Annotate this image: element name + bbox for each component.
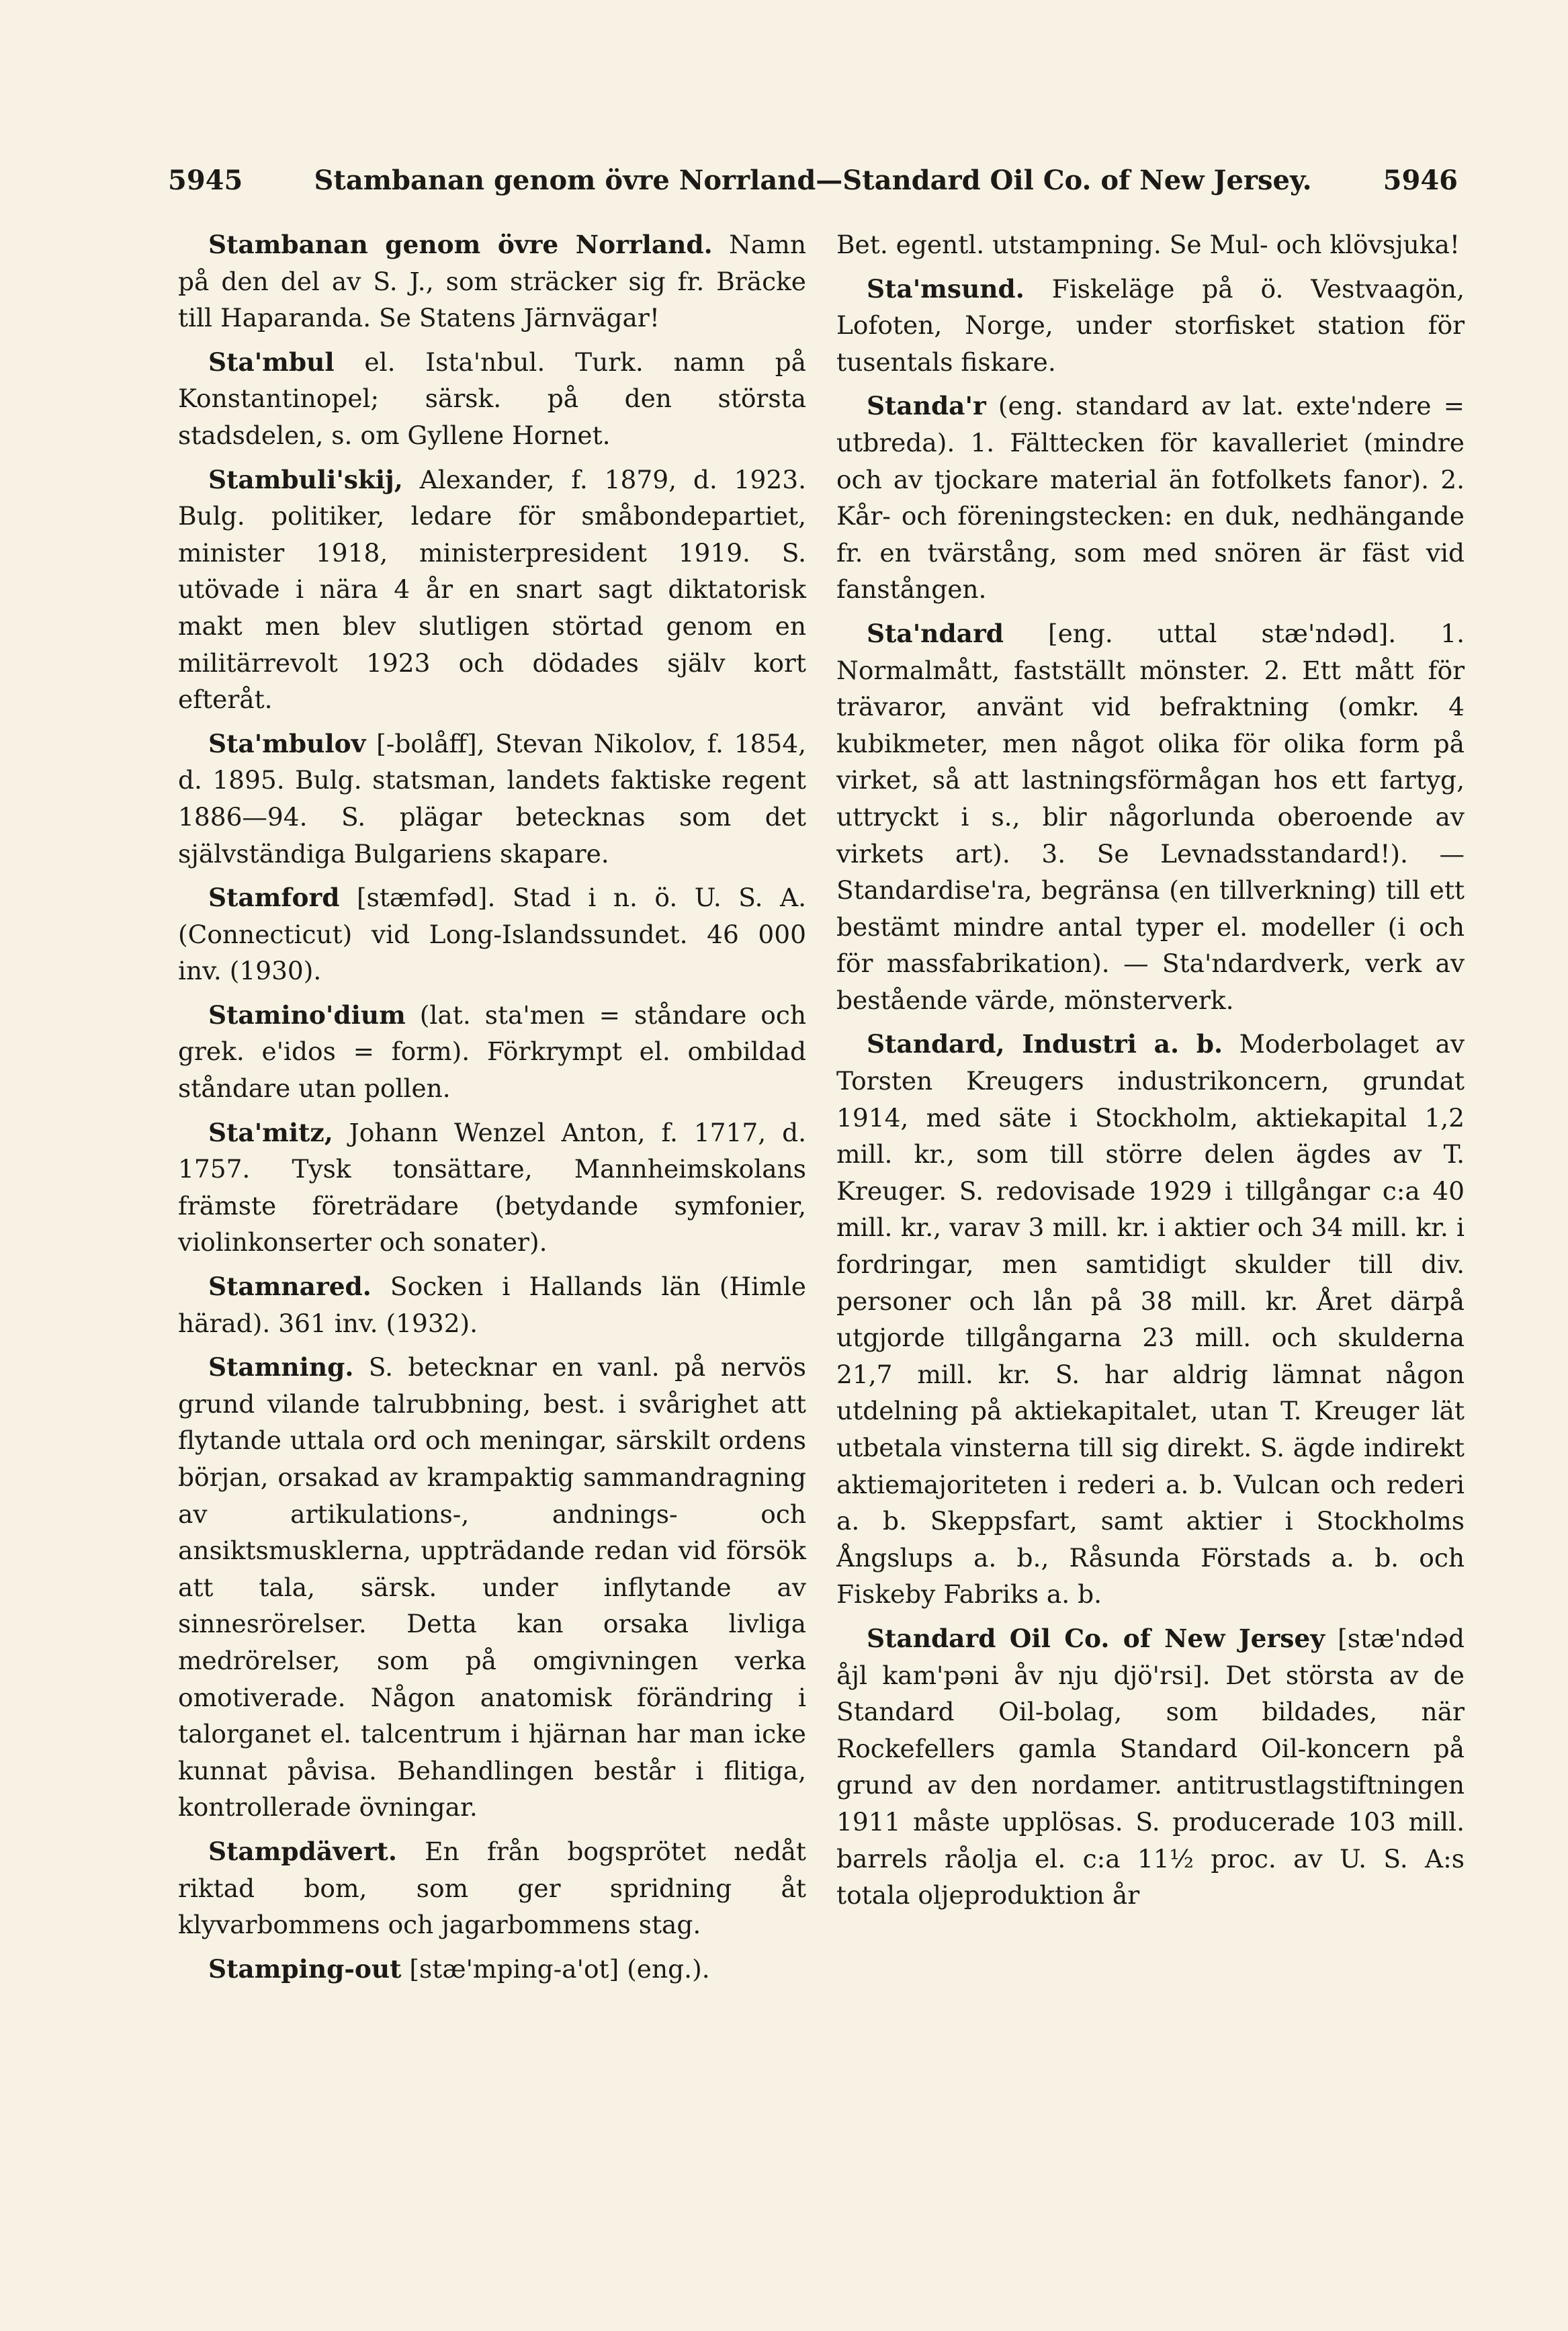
entry-text: Johann Wenzel Anton, f. 1717, d. 1757. Tysk tonsättare, Mannheimskolans främste företrädare (betydande symfonier, violinkonserter och sonater). [178, 1117, 806, 1258]
entry-headword: Stamnared. [208, 1272, 372, 1302]
entry [178, 879, 806, 989]
entry-headword: Stamino'dium [208, 1000, 406, 1030]
entry [178, 226, 806, 337]
entry [178, 1114, 806, 1261]
entry-headword: Stamning. [208, 1352, 354, 1382]
entry-text: Socken i Hallands län (Himle härad). 361 inv. (1932). [178, 1272, 806, 1338]
entry-text: [stæ'ndəd åjl kam'pəni åv nju djö'rsi]. Det största av de Standard Oil-bolag, som bildades, när Rockefellers gamla Standard Oil-koncern på grund av den nordamer. antitrustlagstiftningen 1911 måste upplösas. S. producerade 103 mill. barrels råolja el. c:a 11½ proc. av U. S. A:s totala oljeproduktion år [836, 1623, 1465, 1910]
page-number-right: 5946 [1383, 165, 1458, 196]
entry [836, 271, 1465, 381]
entry-headword: Sta'ndard [867, 618, 1004, 648]
entry-text: [eng. uttal stæ'ndəd]. 1. Normalmått, fastställt mönster. 2. Ett mått för trävaror, använt vid befraktning (omkr. 4 kubikmeter, men något olika för olika form på virket, så att lastningsförmågan hos ett fartyg, uttryckt i s., blir någorlunda oberoende av virkets art). 3. Se Levnadsstandard!). — Standardise'ra, begränsa (en tillverkning) till ett bestämt mindre antal typer el. modeller (i och för massfabrikation). — Sta'ndardverk, verk av bestående värde, mönsterverk. [836, 618, 1465, 1015]
entry-headword: Stamford [208, 883, 340, 913]
right-column [836, 226, 1465, 1921]
entry [178, 461, 806, 718]
entry-text: Bet. egentl. utstampning. Se Mul- och klövsjuka! [836, 230, 1460, 259]
entry-text: el. Ista'nbul. Turk. namn på Konstantinopel; särsk. på den största stadsdelen, s. om Gyllene Hornet. [178, 347, 806, 450]
page-header [168, 165, 1458, 212]
left-column [178, 226, 806, 1994]
entry-headword: Standa'r [867, 391, 986, 421]
entry [178, 997, 806, 1107]
entry-headword: Standard, Industri a. b. [867, 1029, 1223, 1059]
entry-continuation [836, 226, 1465, 263]
entry [178, 725, 806, 872]
entry-text: [stæ'mping-a'ot] (eng.). [401, 1953, 710, 1984]
entry-text: S. betecknar en vanl. på nervös grund vilande talrubbning, best. i svårighet att flytande uttala ord och meningar, särskilt ordens början, orsakad av krampaktig sammandragning av artikulations-, andnings- och ansiktsmusklerna, uppträdande redan vid försök att tala, särsk. under inflytande av sinnesrörelser. Detta kan orsaka livliga medrörelser, som på omgivningen verka omotiverade. Någon anatomisk förändring i talorganet el. talcentrum i hjärnan har man icke kunnat påvisa. Behandlingen består i flitiga, kontrollerade övningar. [178, 1352, 806, 1822]
entry-headword: Stambanan genom övre Norrland. [208, 230, 713, 259]
entry [836, 1026, 1465, 1613]
entry-headword: Sta'msund. [867, 273, 1025, 304]
entry-headword: Stampdävert. [208, 1836, 397, 1866]
entry-headword: Sta'mbulov [208, 728, 366, 758]
entry-text: Fiskeläge på ö. Vestvaagön, Lofoten, Norge, under storfisket station för tusentals fiskare. [836, 273, 1465, 377]
entry [836, 615, 1465, 1019]
entry-text: [stæmfəd]. Stad i n. ö. U. S. A. (Connecticut) vid Long-Islandssundet. 46 000 inv. (1930). [178, 883, 806, 986]
entry [178, 344, 806, 454]
entry [836, 1620, 1465, 1914]
entry-text: En från bogsprötet nedåt riktad bom, som ger spridning åt klyvarbommens och jagarbommens stag. [178, 1836, 806, 1940]
entry-headword: Stambuli'skij, [208, 464, 403, 494]
entry-text: [-bolåff], Stevan Nikolov, f. 1854, d. 1895. Bulg. statsman, landets faktiske regent 1886—94. S. plägar betecknas som det självständiga Bulgariens skapare. [178, 728, 806, 869]
entry [178, 1268, 806, 1342]
entry [178, 1349, 806, 1826]
entry-headword: Stamping-out [208, 1953, 402, 1984]
entry-text: (lat. sta'men = ståndare och grek. e'idos = form). Förkrympt el. ombildad ståndare utan pollen. [178, 1000, 806, 1104]
entry [178, 1951, 806, 1988]
entry-text: Namn på den del av S. J., som sträcker sig fr. Bräcke till Haparanda. Se Statens Järnvägar! [178, 230, 806, 333]
entry-headword: Sta'mbul [208, 347, 335, 377]
running-title: Stambanan genom övre Norrland—Standard Oil Co. of New Jersey. [314, 165, 1312, 196]
entry-text: (eng. standard av lat. exte'ndere = utbreda). 1. Fälttecken för kavalleriet (mindre och av tjockare material än fotfolkets fanor). 2. Kår- och föreningstecken: en duk, nedhängande fr. en tvärstång, som med snören är fäst vid fanstången. [836, 391, 1465, 605]
entry [836, 388, 1465, 608]
entry-text: Moderbolaget av Torsten Kreugers industrikoncern, grundat 1914, med säte i Stockholm, aktiekapital 1,2 mill. kr., som till större delen ägdes av T. Kreuger. S. redovisade 1929 i tillgångar c:a 40 mill. kr., varav 3 mill. kr. i aktier och 34 mill. kr. i fordringar, men samtidigt skulder till div. personer och lån på 38 mill. kr. Året därpå utgjorde tillgångarna 23 mill. och skulderna 21,7 mill. kr. S. har aldrig lämnat någon utdelning på aktiekapitalet, utan T. Kreuger lät utbetala vinsterna till sig direkt. S. ägde indirekt aktiemajoriteten i rederi a. b. Vulcan och rederi a. b. Skeppsfart, samt aktier i Stockholms Ångslups a. b., Råsunda Förstads a. b. och Fiskeby Fabriks a. b. [836, 1029, 1465, 1610]
entry [178, 1833, 806, 1943]
entry-text: Alexander, f. 1879, d. 1923. Bulg. politiker, ledare för småbondepartiet, minister 1918, ministerpresident 1919. S. utövade i nära 4 år en snart sagt diktatorisk makt men blev slutligen störtad genom en militärrevolt 1923 och dödades själv kort efteråt. [178, 464, 806, 715]
page-number-left: 5945 [168, 165, 243, 196]
entry-headword: Sta'mitz, [208, 1117, 333, 1147]
entry-headword: Standard Oil Co. of New Jersey [867, 1623, 1325, 1653]
